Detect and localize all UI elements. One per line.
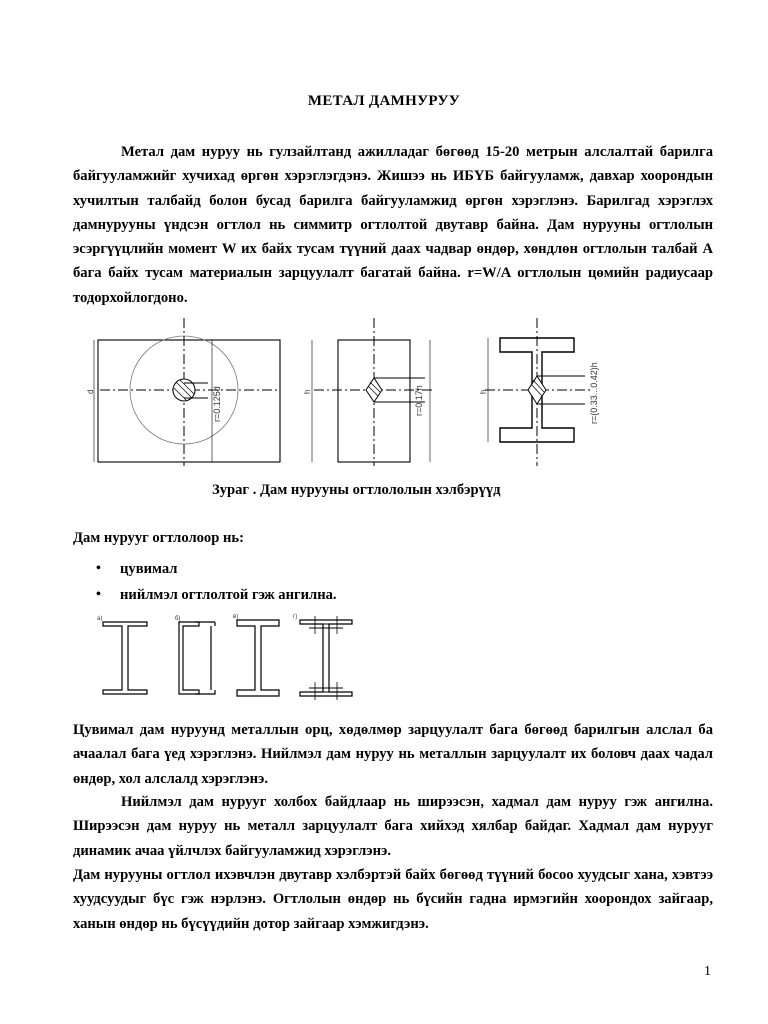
document-title: МЕТАЛ ДАМНУРУУ	[307, 93, 461, 109]
figure-caption: Зураг . Дам нурууны огтлололын хэлбэрүүд	[212, 482, 501, 498]
intro-paragraph: Метал дам нуруу нь гулзайлтанд ажилладаг бөгөөд 15-20 метрын алслалтай барилга байгууламжийг хучихад өргөн хэрэглэгдэнэ. Жишээ нь ИБҮБ байгууламж, давхар хоорондын хучилтын талбайд болон бусад барилга байгууламжид өргөн хэрэглэнэ. Барилгад хэрэглэх дамнурууны үндсэн огтлол нь симмитр огтлолтой двутавр байна. Дам нурууны огтлолын эсэргүүцлийн момент W их байх тусам түүний даах чадвар өндөр, хөндлөн огтлолын талбай A бага байх тусам материалын зарцуулалт багатай байна. r=W/A огтлолын цөмийн радиусаар тодорхойлогдоно.	[73, 144, 713, 306]
bullet-icon: •	[96, 561, 101, 576]
rect-radius-label: r=0.17h	[414, 385, 424, 416]
profile-label-a: а)	[97, 616, 103, 622]
builtup-beam-paragraph: Нийлмэл дам нурууг холбох байдлаар нь ширээсэн, хадмал дам нуруу гэж ангилна. Ширээсэн дам нуруу нь металл зарцуулалт бага хийхэд хялбар байдаг. Хадмал дам нурууг динамик ачаа үйлчлэх байгууламжид хэрэглэнэ.	[73, 794, 713, 859]
cross-section-figure	[80, 318, 610, 468]
ibeam-section-diagram	[485, 318, 590, 466]
bullet-icon: •	[96, 587, 101, 602]
ibeam-height-label: h	[479, 389, 488, 394]
welded-ibeam-profile	[237, 620, 279, 696]
profile-label-b: б)	[175, 616, 181, 622]
rolled-ibeam-profile	[103, 622, 147, 694]
profile-label-d: г)	[293, 614, 298, 620]
channel-profile	[179, 622, 215, 694]
beam-section-paragraph: Дам нурууны огтлол ихэвчлэн двутавр хэлбэртэй байх бөгөөд түүний босоо хуудсыг хана, хэвтээ хуудсуудыг бүс гэж нэрлэнэ. Огтлолын өндөр нь бүсийн гадна ирмэгийн хоорондох зайгаар, ханын өндөр нь бүсүүдийн дотор зайгаар хэмжигдэнэ.	[73, 867, 713, 932]
rolled-beam-paragraph: Цувимал дам нуруунд металлын орц, хөдөлмөр зарцуулалт бага бөгөөд барилгын алслал ба ачаалал бага үед хэрэглэнэ. Нийлмэл дам нуруу нь металлын зарцуулалт их боловч даах чадал өндөр, хол алслалд хэрэглэнэ.	[73, 722, 713, 787]
profile-label-c: в)	[233, 614, 239, 620]
list-item: • цувимал	[73, 556, 337, 582]
circular-section-diagram	[94, 318, 280, 466]
circle-radius-label: r=0.125d	[212, 386, 222, 422]
height-label: h	[303, 389, 312, 394]
riveted-ibeam-profile	[300, 616, 352, 700]
list-item: • нийлмэл огтлолтой гэж ангилна.	[73, 582, 337, 608]
classification-lead: Дам нурууг огтлолоор нь:	[73, 530, 244, 546]
ibeam-profiles-figure	[95, 612, 395, 702]
ibeam-radius-label: r=(0.33...0.42)h	[589, 362, 599, 424]
page-number: 1	[704, 964, 711, 979]
classification-list	[73, 556, 337, 608]
diameter-label: d	[86, 389, 95, 394]
